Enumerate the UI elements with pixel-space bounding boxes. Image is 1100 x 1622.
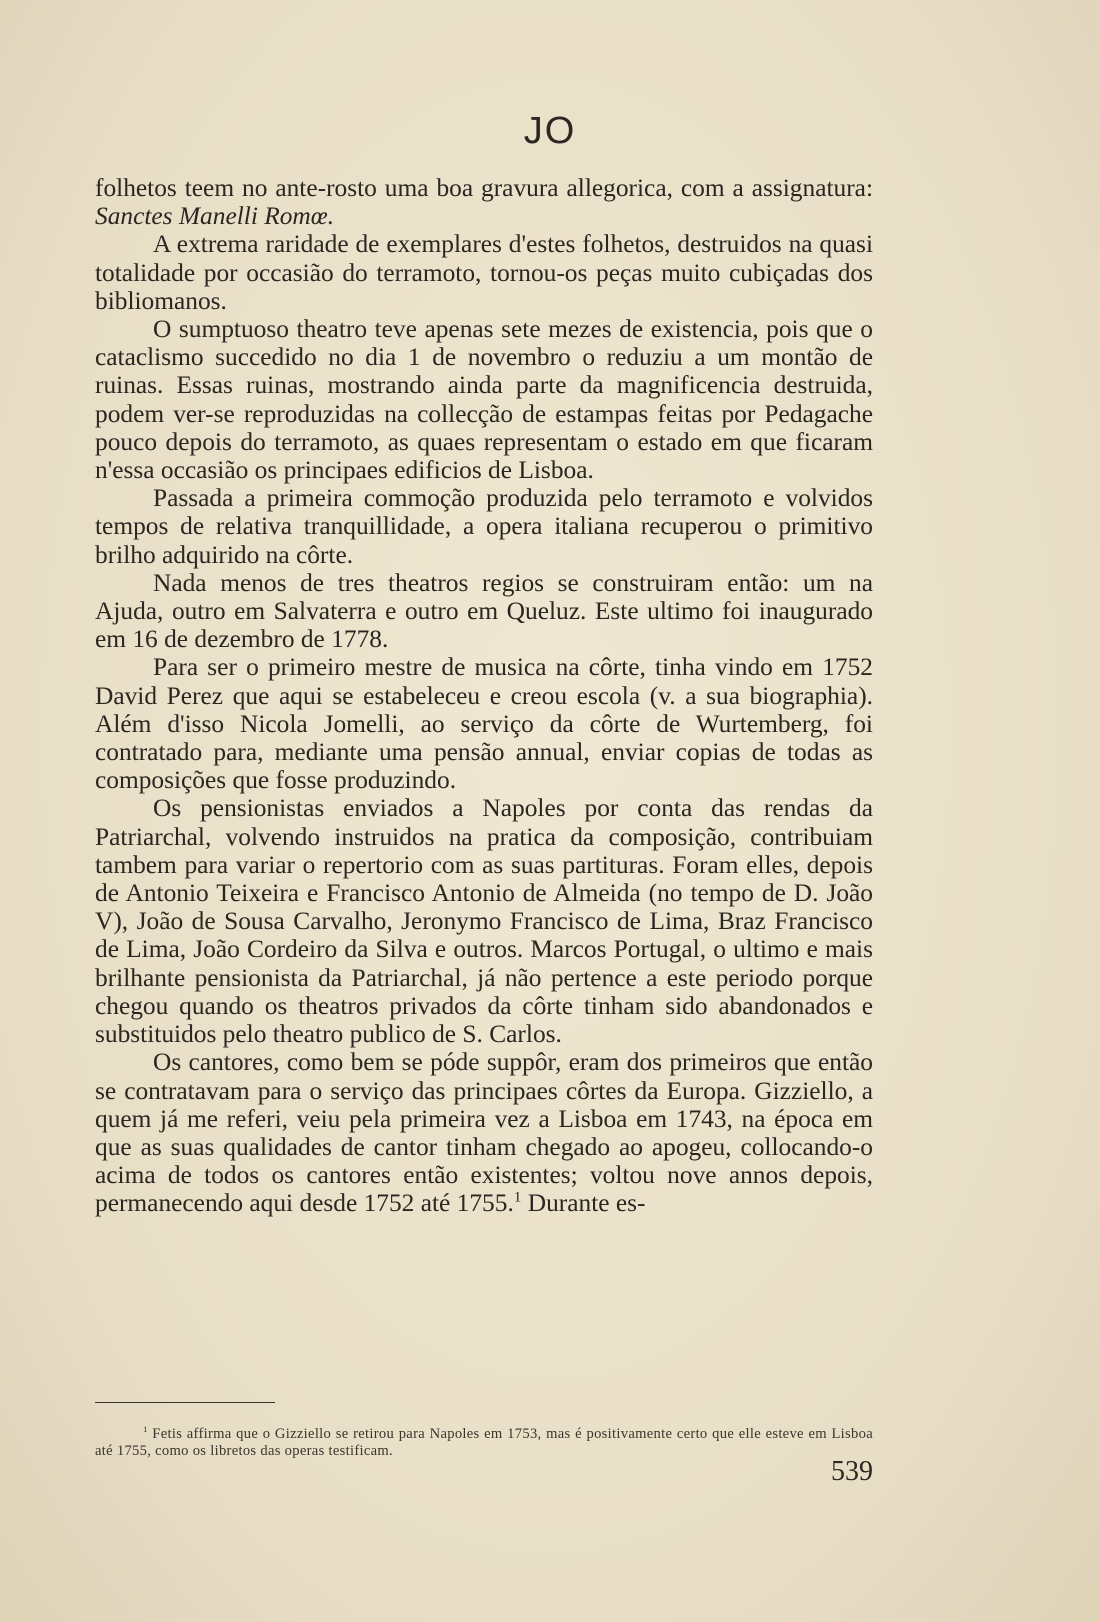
paragraph-1-italic-signature: Sanctes Manelli Romœ. (95, 202, 335, 231)
running-title: JO (523, 110, 577, 152)
paragraph-1 (95, 174, 873, 230)
paragraph-6: Para ser o primeiro mestre de musica na côrte, tinha vindo em 1752 David Perez que aqui se estabeleceu e creou escola (v. a sua biographia). Além d'isso Nicola Jomelli, ao serviço da côrte de Wurtemberg, foi contratado para, mediante uma pensão annual, enviar copias de todas as composições que fosse produzindo. (95, 653, 873, 795)
paragraph-5: Nada menos de tres theatros regios se construiram então: um na Ajuda, outro em Salvaterra e outro em Queluz. Este ultimo foi inaugurado em 16 de dezembro de 1778. (95, 568, 873, 654)
footnote-marker: 1 (143, 1424, 148, 1435)
footnote (95, 1426, 873, 1460)
paragraph-2: A extrema raridade de exemplares d'estes folhetos, destruidos na quasi totalidade por occasião do terramoto, tornou-os peças muito cubiçadas dos bibliomanos. (95, 230, 873, 315)
paragraph-8-text: Os cantores, como bem se póde suppôr, eram dos primeiros que então se contratavam para o serviço das principaes côrtes da Europa. Gizziello, a quem já me referi, veiu pela primeira vez a Lisboa em 1743, na época em que as suas qualidades de cantor tinham chegado ao apogeu, collocando-o acima de todos os cantores então existentes; voltou nove annos depois, permanecendo aqui desde 1752 até 1755. (95, 1048, 873, 1218)
paragraph-4: Passada a primeira commoção produzida pelo terramoto e volvidos tempos de relativa tranquillidade, a opera italiana recuperou o primitivo brilho adquirido na côrte. (95, 484, 873, 569)
main-text (95, 174, 873, 1218)
paragraph-3: O sumptuoso theatro teve apenas sete mezes de existencia, pois que o cataclismo succedido no dia 1 de novembro o reduziu a um montão de ruinas. Essas ruinas, mostrando ainda parte da magnificencia destruida, podem ver-se reproduzidas na collecção de estampas feitas por Pedagache pouco depois do terramoto, as quaes representam o estado em que ficaram n'essa occasião os principaes edificios de Lisboa. (95, 315, 873, 485)
paragraph-1-text: folhetos teem no ante-rosto uma boa gravura allegorica, com a assignatura: (95, 174, 873, 202)
paragraph-8 (95, 1048, 873, 1217)
paragraph-8-tail: Durante es- (521, 1189, 646, 1218)
footnote-reference: 1 (513, 1188, 522, 1206)
page-number: 539 (831, 1456, 873, 1487)
footnote-divider (95, 1402, 275, 1403)
paragraph-7: Os pensionistas enviados a Napoles por conta das rendas da Patriarchal, volvendo instruidos na pratica da composição, contribuiam tambem para variar o repertorio com as suas partituras. Foram elles, depois de Antonio Teixeira e Francisco Antonio de Almeida (no tempo de D. João V), João de Sousa Carvalho, Jeronymo Francisco de Lima, Braz Francisco de Lima, João Cordeiro da Silva e outros. Marcos Portugal, o ultimo e mais brilhante pensionista da Patriarchal, já não pertence a este periodo porque chegou quando os theatros privados da côrte tinham sido abandonados e substituidos pelo theatro publico de S. Carlos. (95, 794, 873, 1049)
footnote-text: Fetis affirma que o Gizziello se retirou para Napoles em 1753, mas é positivamente certo que elle esteve em Lisboa até 1755, como os libretos das operas testificam. (95, 1426, 873, 1459)
